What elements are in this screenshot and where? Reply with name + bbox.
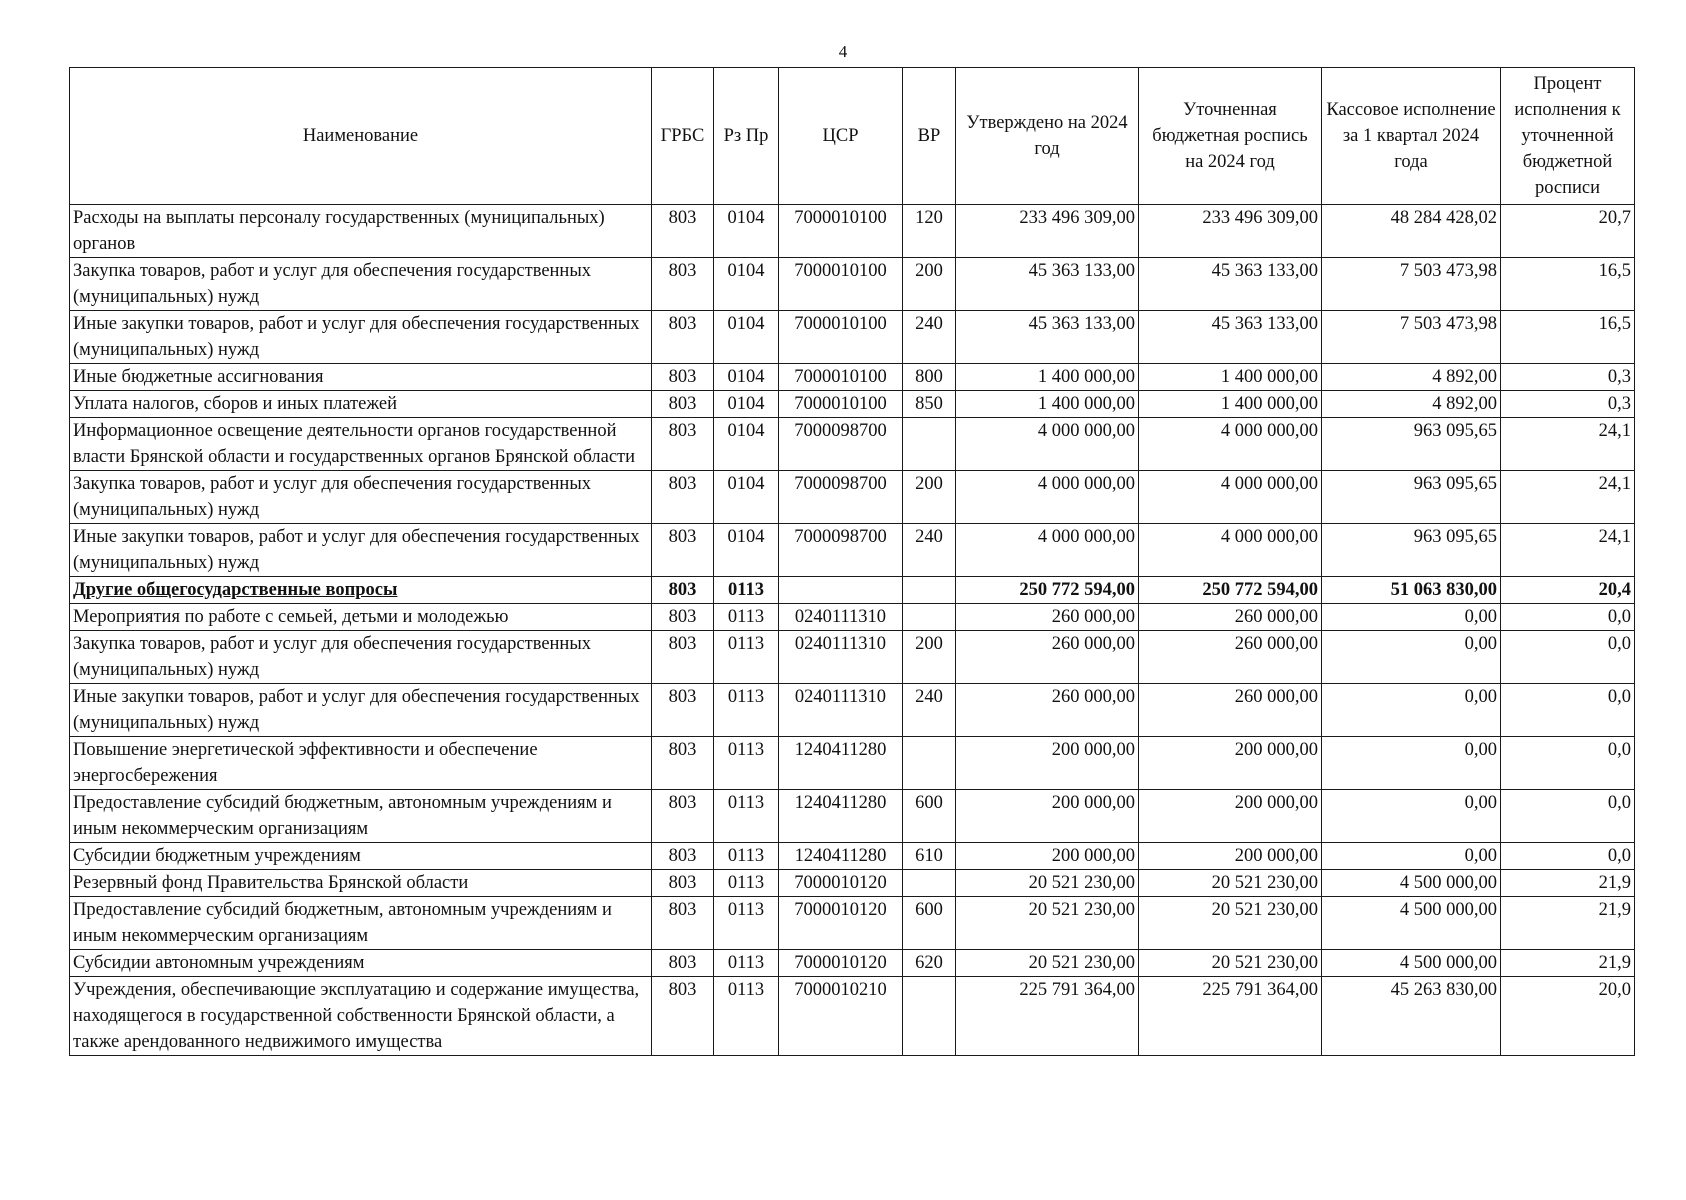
cell-csr: 7000010100 — [779, 391, 903, 418]
cell-cash: 51 063 830,00 — [1322, 577, 1501, 604]
cell-rzpr: 0104 — [714, 258, 779, 311]
cell-percent: 20,7 — [1501, 205, 1635, 258]
cell-cash: 0,00 — [1322, 843, 1501, 870]
cell-csr: 7000098700 — [779, 471, 903, 524]
cell-grbs: 803 — [652, 258, 714, 311]
cell-vr: 200 — [903, 258, 956, 311]
cell-name: Уплата налогов, сборов и иных платежей — [70, 391, 652, 418]
cell-name: Иные закупки товаров, работ и услуг для обеспечения государственных (муниципальных) нужд — [70, 524, 652, 577]
cell-refined: 200 000,00 — [1139, 843, 1322, 870]
cell-refined: 1 400 000,00 — [1139, 364, 1322, 391]
cell-grbs: 803 — [652, 471, 714, 524]
cell-cash: 4 500 000,00 — [1322, 897, 1501, 950]
cell-rzpr: 0104 — [714, 391, 779, 418]
cell-rzpr: 0113 — [714, 631, 779, 684]
cell-percent: 21,9 — [1501, 950, 1635, 977]
cell-csr: 0240111310 — [779, 631, 903, 684]
cell-grbs: 803 — [652, 311, 714, 364]
cell-vr: 610 — [903, 843, 956, 870]
cell-csr: 7000010210 — [779, 977, 903, 1056]
cell-approved: 200 000,00 — [956, 843, 1139, 870]
cell-csr: 7000010100 — [779, 311, 903, 364]
cell-refined: 200 000,00 — [1139, 737, 1322, 790]
cell-approved: 45 363 133,00 — [956, 311, 1139, 364]
cell-refined: 4 000 000,00 — [1139, 418, 1322, 471]
cell-percent: 20,4 — [1501, 577, 1635, 604]
cell-approved: 20 521 230,00 — [956, 897, 1139, 950]
cell-csr: 1240411280 — [779, 843, 903, 870]
cell-cash: 963 095,65 — [1322, 524, 1501, 577]
table-row — [70, 950, 1635, 977]
cell-cash: 4 500 000,00 — [1322, 950, 1501, 977]
cell-refined: 200 000,00 — [1139, 790, 1322, 843]
header-refined: Уточненная бюджетная роспись на 2024 год — [1139, 68, 1322, 205]
header-rzpr: Рз Пр — [714, 68, 779, 205]
cell-name: Иные закупки товаров, работ и услуг для обеспечения государственных (муниципальных) нужд — [70, 311, 652, 364]
cell-approved: 4 000 000,00 — [956, 471, 1139, 524]
cell-rzpr: 0113 — [714, 977, 779, 1056]
cell-percent: 24,1 — [1501, 524, 1635, 577]
cell-approved: 200 000,00 — [956, 737, 1139, 790]
cell-cash: 0,00 — [1322, 631, 1501, 684]
cell-approved: 260 000,00 — [956, 604, 1139, 631]
cell-percent: 0,3 — [1501, 364, 1635, 391]
cell-vr — [903, 977, 956, 1056]
cell-rzpr: 0113 — [714, 604, 779, 631]
cell-vr — [903, 418, 956, 471]
cell-approved: 200 000,00 — [956, 790, 1139, 843]
cell-vr — [903, 604, 956, 631]
cell-rzpr: 0104 — [714, 364, 779, 391]
cell-vr: 600 — [903, 790, 956, 843]
cell-name: Закупка товаров, работ и услуг для обеспечения государственных (муниципальных) нужд — [70, 631, 652, 684]
cell-percent: 0,0 — [1501, 631, 1635, 684]
cell-rzpr: 0113 — [714, 684, 779, 737]
cell-csr: 7000010100 — [779, 364, 903, 391]
cell-name: Повышение энергетической эффективности и обеспечение энергосбережения — [70, 737, 652, 790]
table-row — [70, 843, 1635, 870]
cell-rzpr: 0104 — [714, 418, 779, 471]
cell-name: Резервный фонд Правительства Брянской области — [70, 870, 652, 897]
cell-vr: 600 — [903, 897, 956, 950]
table-row — [70, 631, 1635, 684]
cell-cash: 0,00 — [1322, 790, 1501, 843]
cell-approved: 4 000 000,00 — [956, 524, 1139, 577]
cell-percent: 0,3 — [1501, 391, 1635, 418]
cell-refined: 20 521 230,00 — [1139, 870, 1322, 897]
cell-grbs: 803 — [652, 604, 714, 631]
cell-csr: 7000098700 — [779, 418, 903, 471]
cell-name: Информационное освещение деятельности органов государственной власти Брянской области и государственных органов Брянской области — [70, 418, 652, 471]
table-row — [70, 737, 1635, 790]
cell-refined: 260 000,00 — [1139, 684, 1322, 737]
cell-rzpr: 0113 — [714, 577, 779, 604]
cell-name: Учреждения, обеспечивающие эксплуатацию и содержание имущества, находящегося в государственной собственности Брянской области, а также арендованного недвижимого имущества — [70, 977, 652, 1056]
cell-cash: 0,00 — [1322, 684, 1501, 737]
cell-percent: 0,0 — [1501, 684, 1635, 737]
cell-refined: 233 496 309,00 — [1139, 205, 1322, 258]
header-name: Наименование — [70, 68, 652, 205]
header-approved: Утверждено на 2024 год — [956, 68, 1139, 205]
cell-refined: 225 791 364,00 — [1139, 977, 1322, 1056]
table-row — [70, 604, 1635, 631]
cell-vr: 200 — [903, 631, 956, 684]
cell-vr: 240 — [903, 311, 956, 364]
cell-name: Другие общегосударственные вопросы — [70, 577, 652, 604]
cell-grbs: 803 — [652, 790, 714, 843]
cell-csr: 7000010120 — [779, 950, 903, 977]
cell-vr: 240 — [903, 524, 956, 577]
cell-approved: 1 400 000,00 — [956, 364, 1139, 391]
cell-percent: 0,0 — [1501, 604, 1635, 631]
table-row — [70, 364, 1635, 391]
cell-percent: 21,9 — [1501, 870, 1635, 897]
cell-rzpr: 0113 — [714, 737, 779, 790]
cell-percent: 0,0 — [1501, 737, 1635, 790]
cell-refined: 45 363 133,00 — [1139, 311, 1322, 364]
cell-refined: 260 000,00 — [1139, 604, 1322, 631]
cell-grbs: 803 — [652, 684, 714, 737]
cell-approved: 225 791 364,00 — [956, 977, 1139, 1056]
header-grbs: ГРБС — [652, 68, 714, 205]
cell-name: Закупка товаров, работ и услуг для обеспечения государственных (муниципальных) нужд — [70, 471, 652, 524]
header-vr: ВР — [903, 68, 956, 205]
cell-name: Предоставление субсидий бюджетным, автономным учреждениям и иным некоммерческим организациям — [70, 790, 652, 843]
cell-approved: 233 496 309,00 — [956, 205, 1139, 258]
cell-rzpr: 0104 — [714, 205, 779, 258]
cell-refined: 45 363 133,00 — [1139, 258, 1322, 311]
table-row — [70, 258, 1635, 311]
cell-approved: 4 000 000,00 — [956, 418, 1139, 471]
cell-approved: 250 772 594,00 — [956, 577, 1139, 604]
header-percent: Процент исполнения к уточненной бюджетной росписи — [1501, 68, 1635, 205]
cell-approved: 20 521 230,00 — [956, 950, 1139, 977]
cell-cash: 45 263 830,00 — [1322, 977, 1501, 1056]
cell-refined: 4 000 000,00 — [1139, 524, 1322, 577]
cell-csr: 7000010120 — [779, 870, 903, 897]
cell-percent: 16,5 — [1501, 311, 1635, 364]
cell-cash: 7 503 473,98 — [1322, 258, 1501, 311]
cell-approved: 20 521 230,00 — [956, 870, 1139, 897]
table-row — [70, 977, 1635, 1056]
cell-csr: 7000010120 — [779, 897, 903, 950]
cell-rzpr: 0104 — [714, 471, 779, 524]
cell-grbs: 803 — [652, 524, 714, 577]
cell-csr: 0240111310 — [779, 604, 903, 631]
cell-cash: 48 284 428,02 — [1322, 205, 1501, 258]
table-row — [70, 577, 1635, 604]
cell-grbs: 803 — [652, 391, 714, 418]
cell-vr: 240 — [903, 684, 956, 737]
cell-rzpr: 0104 — [714, 524, 779, 577]
table-row — [70, 790, 1635, 843]
cell-cash: 4 892,00 — [1322, 391, 1501, 418]
cell-grbs: 803 — [652, 870, 714, 897]
cell-cash: 7 503 473,98 — [1322, 311, 1501, 364]
cell-grbs: 803 — [652, 205, 714, 258]
table-row — [70, 418, 1635, 471]
cell-vr — [903, 577, 956, 604]
cell-vr: 120 — [903, 205, 956, 258]
cell-vr — [903, 870, 956, 897]
header-cash: Кассовое исполнение за 1 квартал 2024 года — [1322, 68, 1501, 205]
cell-grbs: 803 — [652, 631, 714, 684]
cell-csr: 0240111310 — [779, 684, 903, 737]
cell-approved: 45 363 133,00 — [956, 258, 1139, 311]
cell-cash: 0,00 — [1322, 737, 1501, 790]
cell-approved: 1 400 000,00 — [956, 391, 1139, 418]
cell-rzpr: 0113 — [714, 870, 779, 897]
cell-vr: 850 — [903, 391, 956, 418]
cell-csr: 1240411280 — [779, 790, 903, 843]
cell-percent: 0,0 — [1501, 790, 1635, 843]
table-row — [70, 205, 1635, 258]
cell-csr: 7000010100 — [779, 205, 903, 258]
cell-rzpr: 0113 — [714, 897, 779, 950]
cell-rzpr: 0113 — [714, 843, 779, 870]
cell-name: Мероприятия по работе с семьей, детьми и молодежью — [70, 604, 652, 631]
cell-refined: 260 000,00 — [1139, 631, 1322, 684]
cell-vr — [903, 737, 956, 790]
cell-csr: 1240411280 — [779, 737, 903, 790]
cell-name: Субсидии автономным учреждениям — [70, 950, 652, 977]
cell-cash: 4 500 000,00 — [1322, 870, 1501, 897]
table-row — [70, 524, 1635, 577]
cell-refined: 20 521 230,00 — [1139, 897, 1322, 950]
budget-execution-table — [69, 67, 1635, 1056]
cell-vr: 200 — [903, 471, 956, 524]
cell-vr: 800 — [903, 364, 956, 391]
cell-cash: 0,00 — [1322, 604, 1501, 631]
cell-rzpr: 0104 — [714, 311, 779, 364]
cell-cash: 963 095,65 — [1322, 471, 1501, 524]
cell-approved: 260 000,00 — [956, 684, 1139, 737]
cell-name: Закупка товаров, работ и услуг для обеспечения государственных (муниципальных) нужд — [70, 258, 652, 311]
page-number: 4 — [838, 42, 848, 61]
cell-csr: 7000010100 — [779, 258, 903, 311]
header-csr: ЦСР — [779, 68, 903, 205]
cell-grbs: 803 — [652, 843, 714, 870]
cell-name: Субсидии бюджетным учреждениям — [70, 843, 652, 870]
cell-csr: 7000098700 — [779, 524, 903, 577]
cell-grbs: 803 — [652, 418, 714, 471]
cell-refined: 1 400 000,00 — [1139, 391, 1322, 418]
table-row — [70, 391, 1635, 418]
cell-percent: 24,1 — [1501, 418, 1635, 471]
cell-rzpr: 0113 — [714, 950, 779, 977]
table-row — [70, 311, 1635, 364]
cell-grbs: 803 — [652, 577, 714, 604]
cell-refined: 4 000 000,00 — [1139, 471, 1322, 524]
cell-grbs: 803 — [652, 737, 714, 790]
cell-rzpr: 0113 — [714, 790, 779, 843]
cell-name: Иные закупки товаров, работ и услуг для обеспечения государственных (муниципальных) нужд — [70, 684, 652, 737]
cell-grbs: 803 — [652, 364, 714, 391]
table-header-row — [70, 68, 1635, 205]
cell-grbs: 803 — [652, 977, 714, 1056]
cell-cash: 963 095,65 — [1322, 418, 1501, 471]
table-row — [70, 684, 1635, 737]
cell-grbs: 803 — [652, 897, 714, 950]
cell-approved: 260 000,00 — [956, 631, 1139, 684]
cell-percent: 16,5 — [1501, 258, 1635, 311]
cell-name: Предоставление субсидий бюджетным, автономным учреждениям и иным некоммерческим организациям — [70, 897, 652, 950]
cell-refined: 20 521 230,00 — [1139, 950, 1322, 977]
cell-vr: 620 — [903, 950, 956, 977]
cell-grbs: 803 — [652, 950, 714, 977]
table-row — [70, 897, 1635, 950]
cell-percent: 24,1 — [1501, 471, 1635, 524]
cell-name: Иные бюджетные ассигнования — [70, 364, 652, 391]
table-row — [70, 471, 1635, 524]
cell-percent: 21,9 — [1501, 897, 1635, 950]
cell-percent: 20,0 — [1501, 977, 1635, 1056]
cell-name: Расходы на выплаты персоналу государственных (муниципальных) органов — [70, 205, 652, 258]
cell-csr — [779, 577, 903, 604]
cell-refined: 250 772 594,00 — [1139, 577, 1322, 604]
cell-percent: 0,0 — [1501, 843, 1635, 870]
cell-cash: 4 892,00 — [1322, 364, 1501, 391]
table-row — [70, 870, 1635, 897]
